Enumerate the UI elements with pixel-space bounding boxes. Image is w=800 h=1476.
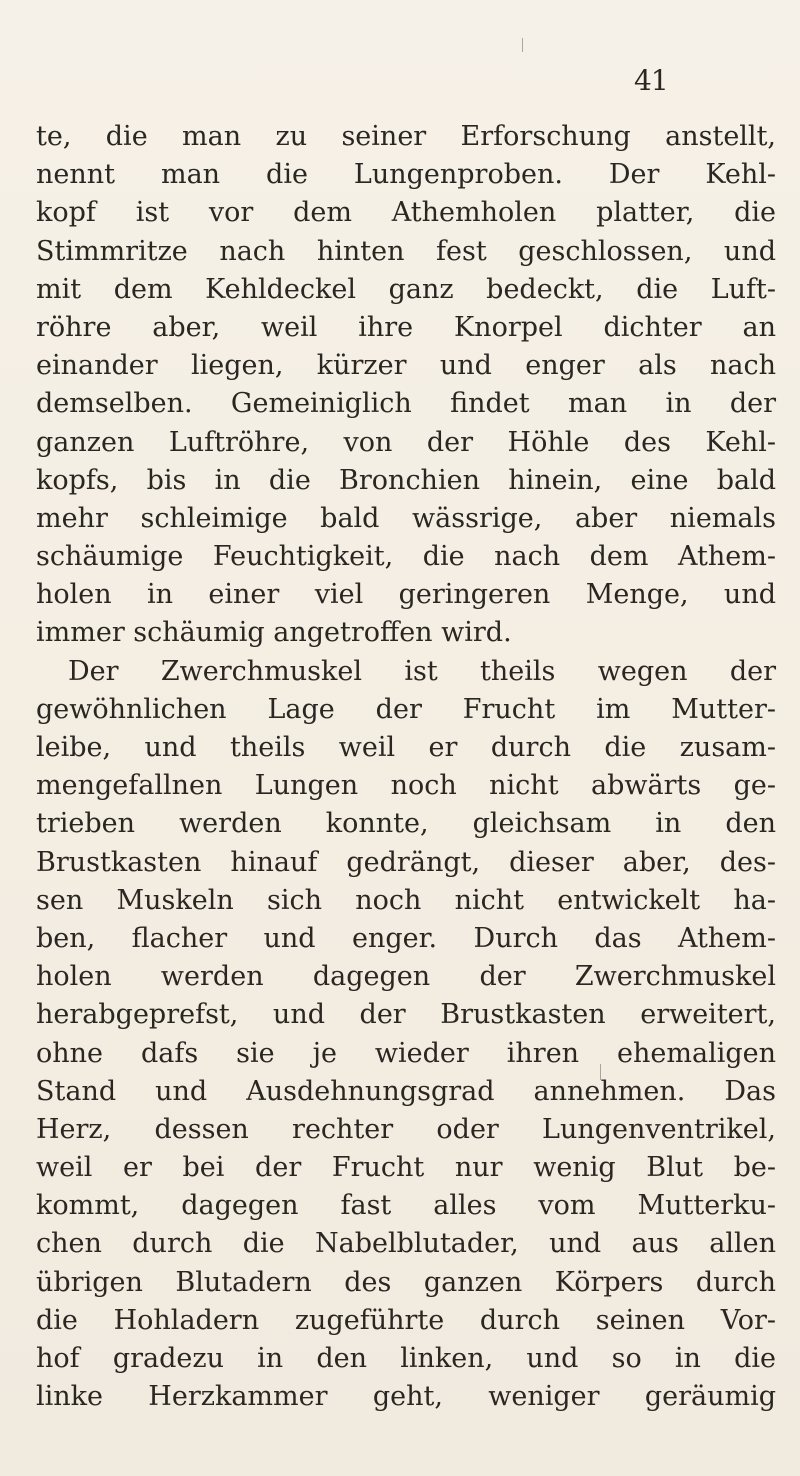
paragraph-last-line: immer schäumig angetroffen wird. xyxy=(36,617,512,649)
text-line: die Hohladern zugeführte durch seinen Vor- xyxy=(36,1304,776,1336)
text-line: holen in einer viel geringeren Menge, und xyxy=(36,579,776,611)
text-line: mit dem Kehldeckel ganz bedeckt, die Luft- xyxy=(36,273,776,305)
text-line: demselben. Gemeiniglich findet man in der xyxy=(36,388,776,420)
text-line: übrigen Blutadern des ganzen Körpers durch xyxy=(36,1266,776,1298)
text-line: mengefallnen Lungen noch nicht abwärts ge- xyxy=(36,770,776,802)
page-number: 41 xyxy=(634,64,668,97)
text-line: einander liegen, kürzer und enger als nach xyxy=(36,350,776,382)
text-line: trieben werden konnte, gleichsam in den xyxy=(36,808,776,840)
text-line: te, die man zu seiner Erforschung anstellt, xyxy=(36,121,776,152)
text-line: röhre aber, weil ihre Knorpel dichter an xyxy=(36,311,776,343)
text-line: schäumige Feuchtigkeit, die nach dem Athem- xyxy=(36,541,776,573)
paragraph-first-line: Der Zwerchmuskel ist theils wegen der xyxy=(68,655,776,687)
text-line: herabgeprefst, und der Brustkasten erweitert, xyxy=(36,999,776,1031)
text-line: kommt, dagegen fast alles vom Mutterku- xyxy=(36,1190,776,1222)
body-text xyxy=(36,118,776,1416)
text-line: Stand und Ausdehnungsgrad annehmen. Das xyxy=(36,1075,776,1107)
text-line: mehr schleimige bald wässrige, aber niemals xyxy=(36,502,776,534)
text-line: hof gradezu in den linken, und so in die xyxy=(36,1343,776,1374)
text-line: chen durch die Nabelblutader, und aus allen xyxy=(36,1228,776,1260)
text-line: leibe, und theils weil er durch die zusam- xyxy=(36,732,776,763)
text-line: weil er bei der Frucht nur wenig Blut be- xyxy=(36,1152,776,1184)
scan-mark xyxy=(522,38,523,52)
text-line: Herz, dessen rechter oder Lungenventrikel, xyxy=(36,1113,776,1145)
text-line: gewöhnlichen Lage der Frucht im Mutter- xyxy=(36,693,776,725)
text-line: Stimmritze nach hinten fest geschlossen, und xyxy=(36,235,776,267)
text-line: ben, flacher und enger. Durch das Athem- xyxy=(36,922,776,954)
text-line: ohne dafs sie je wieder ihren ehemaligen xyxy=(36,1037,776,1069)
text-line: kopf ist vor dem Athemholen platter, die xyxy=(36,197,776,229)
text-line: ganzen Luftröhre, von der Höhle des Kehl- xyxy=(36,426,776,458)
text-line: sen Muskeln sich noch nicht entwickelt ha- xyxy=(36,884,776,916)
text-line: kopfs, bis in die Bronchien hinein, eine bald xyxy=(36,464,776,496)
text-line: linke Herzkammer geht, weniger geräumig xyxy=(36,1381,776,1413)
text-line: Brustkasten hinauf gedrängt, dieser aber, des- xyxy=(36,846,776,878)
text-line: nennt man die Lungenproben. Der Kehl- xyxy=(36,159,776,191)
text-line: holen werden dagegen der Zwerchmuskel xyxy=(36,961,776,993)
